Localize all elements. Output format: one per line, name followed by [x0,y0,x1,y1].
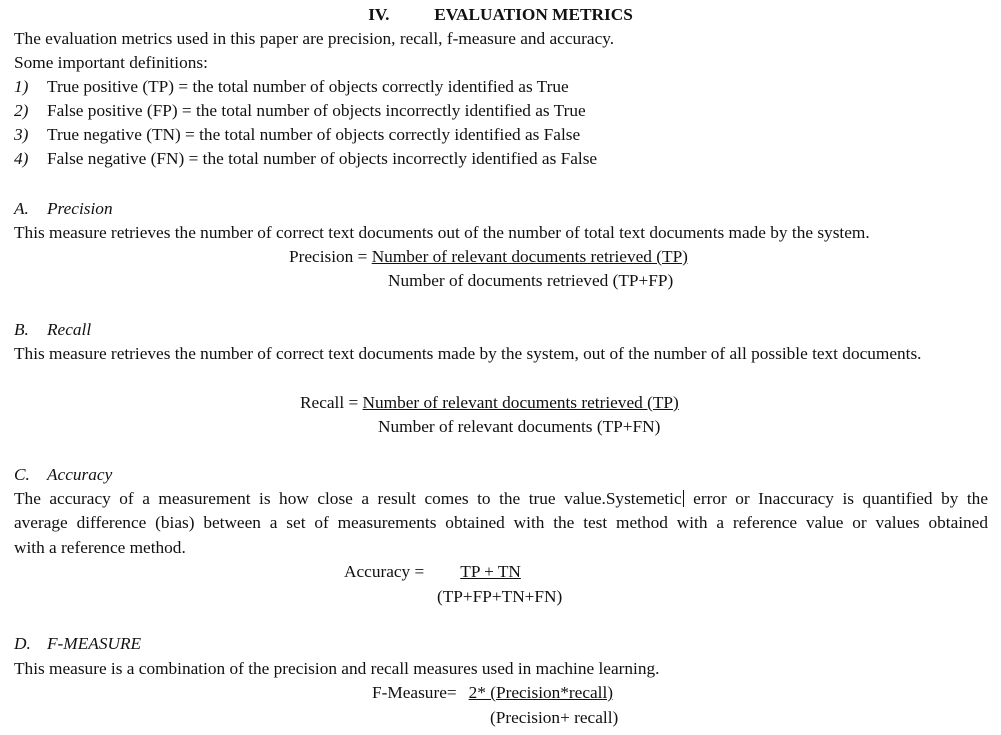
definition-number: 4) [14,149,29,168]
section-number: IV. [368,5,390,24]
definition-item [14,76,569,98]
subsection-letter: B. [14,320,29,339]
formula-label: Accuracy = [344,562,425,581]
formula-numerator: Number of relevant documents retrieved (TP) [371,247,688,266]
section-heading [0,4,1001,26]
intro-paragraph: The evaluation metrics used in this paper are precision, recall, f-measure and accuracy. [14,29,615,48]
formula-label: F-Measure= [372,683,457,702]
definition-text: False positive (FP) = the total number of objects incorrectly identified as True [47,101,586,120]
formula-label: Precision = [289,247,372,266]
definition-item [14,148,597,170]
text-cursor [683,490,684,507]
accuracy-text-before-cursor: The accuracy of a measurement is how close a result comes to the true value.Systemetic [14,489,682,508]
subsection-letter: C. [14,465,30,484]
formula-denominator: (Precision+ recall) [490,708,619,727]
formula-numerator: TP + TN [460,562,521,581]
subsection-title: Recall [47,320,92,339]
subsection-heading-recall [14,319,91,341]
formula-numerator: Number of relevant documents retrieved (TP) [362,393,679,412]
fmeasure-formula [372,682,613,704]
fmeasure-description: This measure is a combination of the precision and recall measures used in machine learning. [14,659,660,678]
formula-numerator: 2* (Precision*recall) [468,683,614,702]
section-title: EVALUATION METRICS [434,5,633,24]
subsection-letter: D. [14,634,31,653]
formula-denominator: Number of documents retrieved (TP+FP) [388,271,674,290]
definition-text: False negative (FN) = the total number of objects incorrectly identified as False [47,149,598,168]
subsection-title: F-MEASURE [47,634,142,653]
formula-label: Recall = [300,393,363,412]
subsection-heading-accuracy [14,464,112,486]
definition-item [14,124,580,146]
accuracy-formula [344,561,521,583]
subsection-title: Precision [47,199,113,218]
accuracy-text-after-cursor: error or Inaccuracy is quantified by the [684,489,988,508]
definition-number: 2) [14,101,29,120]
definitions-intro: Some important definitions: [14,53,208,72]
precision-formula [289,246,688,268]
formula-denominator: (TP+FP+TN+FN) [437,587,563,606]
recall-formula [300,392,679,414]
accuracy-paragraph-line [14,488,988,510]
definition-number: 3) [14,125,29,144]
subsection-title: Accuracy [47,465,113,484]
recall-description: This measure retrieves the number of correct text documents made by the system, out of the number of all possible text documents. [14,344,922,363]
precision-description: This measure retrieves the number of correct text documents out of the number of total text documents made by the system. [14,223,870,242]
subsection-heading-fmeasure [14,633,141,655]
accuracy-paragraph-line: with a reference method. [14,538,186,557]
accuracy-paragraph-line: average difference (bias) between a set of measurements obtained with the test method with a reference value or values obtained [14,513,988,532]
formula-denominator: Number of relevant documents (TP+FN) [378,417,661,436]
definition-item [14,100,586,122]
subsection-letter: A. [14,199,29,218]
definition-text: True negative (TN) = the total number of objects correctly identified as False [47,125,581,144]
definition-text: True positive (TP) = the total number of objects correctly identified as True [47,77,569,96]
definition-number: 1) [14,77,29,96]
subsection-heading-precision [14,198,113,220]
